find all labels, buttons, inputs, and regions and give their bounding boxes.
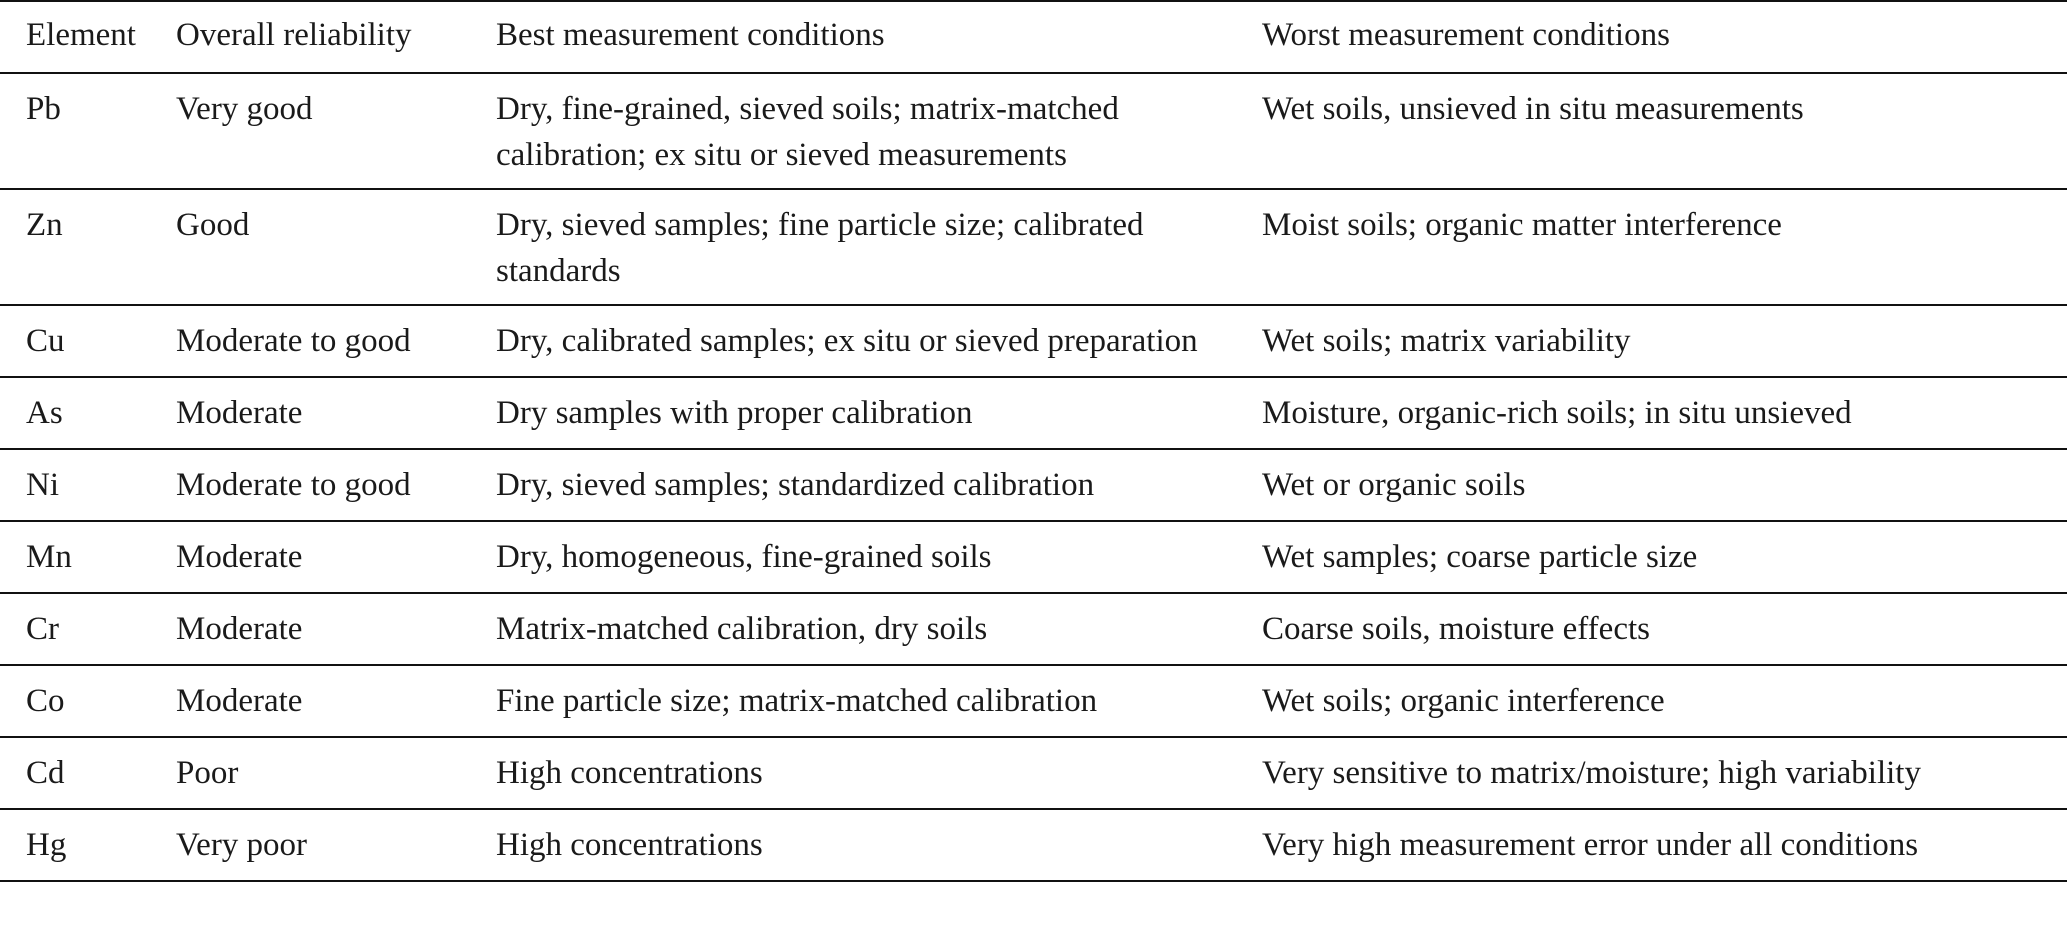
cell-element: As: [26, 395, 63, 431]
cell-worst-conditions: Moisture, organic-rich soils; in situ unsieved: [1262, 395, 1852, 431]
table-body: [0, 73, 2067, 881]
cell-reliability: Moderate to good: [176, 323, 411, 359]
cell-worst-conditions: Very high measurement error under all conditions: [1262, 827, 1919, 863]
cell-worst-conditions: Very sensitive to matrix/moisture; high variability: [1262, 755, 1921, 791]
cell-reliability: Good: [176, 207, 250, 243]
cell-best-conditions: High concentrations: [496, 827, 763, 863]
cell-best-conditions: Dry, fine-grained, sieved soils; matrix-matched calibration; ex situ or sieved measurements: [496, 91, 1119, 173]
cell-reliability: Very poor: [176, 827, 308, 863]
table-header: [0, 1, 2067, 73]
cell-reliability: Poor: [176, 755, 239, 791]
cell-worst-conditions: Coarse soils, moisture effects: [1262, 611, 1650, 647]
table-row: [0, 305, 2067, 377]
cell-element: Cu: [26, 323, 65, 359]
cell-best-conditions: Matrix-matched calibration, dry soils: [496, 611, 988, 647]
cell-best-conditions: Fine particle size; matrix-matched calibration: [496, 683, 1098, 719]
table-row: [0, 809, 2067, 881]
cell-best-conditions: Dry, sieved samples; fine particle size; calibrated standards: [496, 207, 1144, 289]
cell-worst-conditions: Wet or organic soils: [1262, 467, 1526, 503]
cell-element: Pb: [26, 91, 61, 127]
cell-element: Cr: [26, 611, 59, 647]
cell-reliability: Moderate: [176, 395, 303, 431]
table-row: [0, 73, 2067, 189]
cell-worst-conditions: Wet soils, unsieved in situ measurements: [1262, 91, 1804, 127]
table-row: [0, 377, 2067, 449]
cell-worst-conditions: Wet soils; organic interference: [1262, 683, 1665, 719]
cell-element: Zn: [26, 207, 63, 243]
header-best-conditions: Best measurement conditions: [496, 17, 885, 53]
cell-element: Ni: [26, 467, 59, 503]
cell-best-conditions: Dry, homogeneous, fine-grained soils: [496, 539, 992, 575]
cell-reliability: Moderate to good: [176, 467, 411, 503]
table-row: [0, 449, 2067, 521]
cell-element: Mn: [26, 539, 72, 575]
header-element: Element: [26, 17, 136, 53]
header-worst-conditions: Worst measurement conditions: [1262, 17, 1670, 53]
table-row: [0, 189, 2067, 305]
cell-element: Co: [26, 683, 65, 719]
table-row: [0, 665, 2067, 737]
header-overall-reliability: Overall reliability: [176, 17, 412, 53]
table-row: [0, 737, 2067, 809]
cell-best-conditions: Dry samples with proper calibration: [496, 395, 973, 431]
cell-best-conditions: High concentrations: [496, 755, 763, 791]
cell-element: Cd: [26, 755, 65, 791]
cell-best-conditions: Dry, calibrated samples; ex situ or sieved preparation: [496, 323, 1198, 359]
table-row: [0, 593, 2067, 665]
cell-element: Hg: [26, 827, 67, 863]
cell-worst-conditions: Moist soils; organic matter interference: [1262, 207, 1782, 243]
header-row: [0, 1, 2067, 73]
cell-reliability: Moderate: [176, 683, 303, 719]
cell-worst-conditions: Wet soils; matrix variability: [1262, 323, 1631, 359]
cell-reliability: Moderate: [176, 611, 303, 647]
table-row: [0, 521, 2067, 593]
cell-reliability: Very good: [176, 91, 313, 127]
cell-reliability: Moderate: [176, 539, 303, 575]
cell-worst-conditions: Wet samples; coarse particle size: [1262, 539, 1698, 575]
cell-best-conditions: Dry, sieved samples; standardized calibration: [496, 467, 1095, 503]
